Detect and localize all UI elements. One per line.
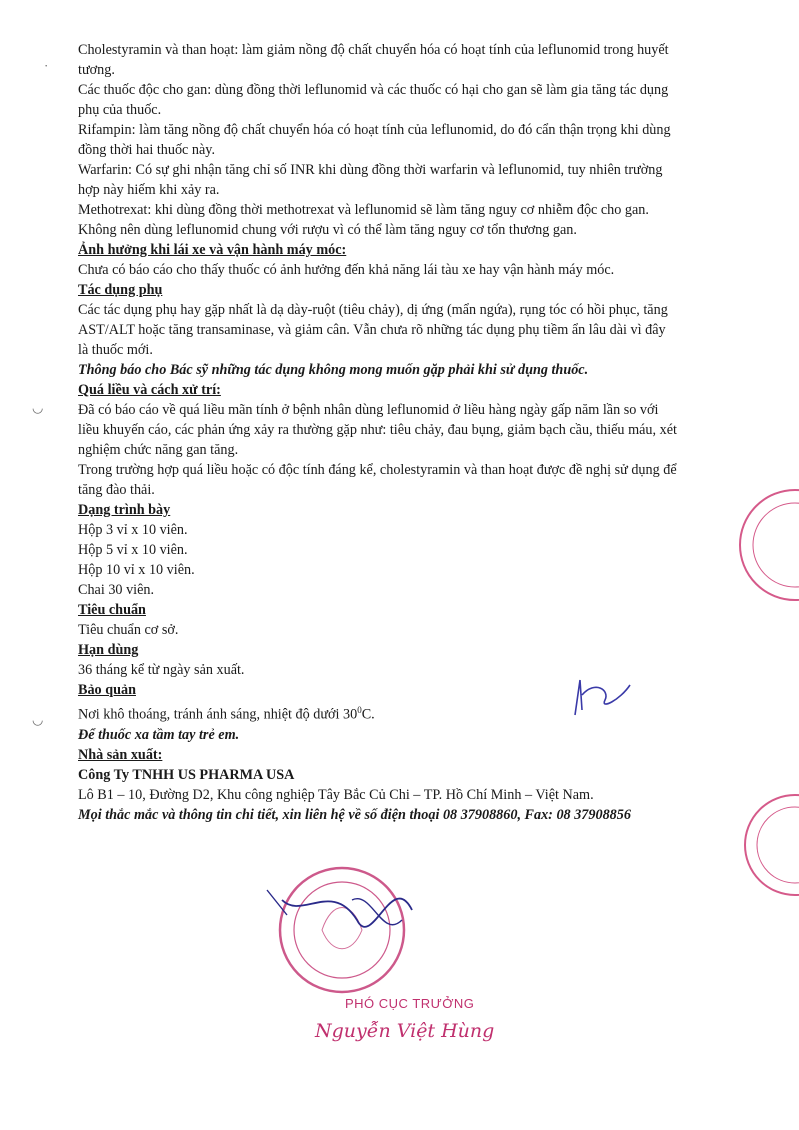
interaction-item: Warfarin: Có sự ghi nhận tăng chỉ số INR khi dùng đồng thời warfarin và leflunomid, tuy nhiên trường hợp này hiếm khi xảy ra.	[78, 162, 663, 198]
presentation-item: Hộp 5 vỉ x 10 viên.	[78, 542, 188, 558]
manufacturer-contact: Mọi thắc mắc và thông tin chi tiết, xin liên hệ về số điện thoại 08 37908860, Fax: 08 37908856	[78, 806, 631, 823]
interaction-item: Các thuốc độc cho gan: dùng đồng thời leflunomid và các thuốc có hại cho gan sẽ làm gia tăng tác dụng phụ của thuốc.	[78, 82, 669, 118]
edge-stamp-top	[715, 480, 799, 610]
overdose-heading: Quá liều và cách xử trí:	[78, 382, 221, 398]
storage-degree: 0	[357, 705, 362, 715]
edge-stamp-bottom	[705, 790, 799, 900]
storage-text-unit: C.	[361, 706, 375, 723]
interaction-item: Không nên dùng leflunomid chung với rượu vì có thể làm tăng nguy cơ tổn thương gan.	[78, 222, 577, 238]
margin-mark: ◡	[32, 400, 44, 415]
handwritten-initials	[560, 660, 640, 730]
side-effects-text: Các tác dụng phụ hay gặp nhất là dạ dày-ruột (tiêu chảy), dị ứng (mẩn ngứa), rụng tóc có hồi phục, tăng AST/ALT hoặc tăng transaminase, và giảm cân. Vẫn chưa rõ những tác dụng phụ tiềm ẩn lâu dài vì đây là thuốc mới.	[78, 302, 668, 358]
signatory-name: Nguyễn Việt Hùng	[315, 1020, 495, 1042]
interaction-item: Rifampin: làm tăng nồng độ chất chuyển hóa có hoạt tính của leflunomid, do đó cẩn thận trọng khi dùng đồng thời hai thuốc này.	[78, 122, 671, 158]
presentation-item: Hộp 3 vỉ x 10 viên.	[78, 522, 188, 538]
presentation-item: Chai 30 viên.	[78, 582, 155, 598]
signatory-title: PHÓ CỤC TRƯỞNG	[345, 996, 475, 1011]
storage-warning: Để thuốc xa tầm tay trẻ em.	[78, 726, 240, 743]
manufacturer-address: Lô B1 – 10, Đường D2, Khu công nghiệp Tây Bắc Củ Chi – TP. Hồ Chí Minh – Việt Nam.	[78, 786, 594, 803]
storage-text-main: Nơi khô thoáng, tránh ánh sáng, nhiệt độ dưới 30	[78, 706, 358, 723]
driving-text: Chưa có báo cáo cho thấy thuốc có ảnh hưởng đến khả năng lái tàu xe hay vận hành máy móc.	[78, 262, 615, 278]
interaction-item: Methotrexat: khi dùng đồng thời methotrexat và leflunomid sẽ làm tăng nguy cơ nhiễm độc cho gan.	[78, 202, 649, 218]
official-stamp	[262, 860, 422, 1000]
presentation-heading: Dạng trình bày	[78, 502, 171, 518]
margin-mark: ·	[44, 58, 49, 73]
expiry-text: 36 tháng kể từ ngày sản xuất.	[78, 662, 245, 678]
side-effects-heading: Tác dụng phụ	[78, 282, 163, 298]
overdose-text: Đã có báo cáo về quá liều mãn tính ở bệnh nhân dùng leflunomid ở liều hàng ngày gấp năm lần so với liều khuyến cáo, các phản ứng xảy ra thường gặp như: tiêu chảy, đau bụng, giảm bạch cầu, thiếu máu, xét nghiệm chức năng gan tăng.	[78, 402, 677, 458]
expiry-heading: Hạn dùng	[78, 642, 139, 658]
margin-mark: ◡	[32, 712, 44, 727]
interaction-item: Cholestyramin và than hoạt: làm giảm nồng độ chất chuyển hóa có hoạt tính của leflunomid trong huyết tương.	[78, 42, 669, 78]
side-effects-notice: Thông báo cho Bác sỹ những tác dụng không mong muốn gặp phải khi sử dụng thuốc.	[78, 362, 589, 378]
presentation-item: Hộp 10 vỉ x 10 viên.	[78, 562, 195, 578]
standard-heading: Tiêu chuẩn	[78, 602, 146, 618]
manufacturer-heading: Nhà sản xuất:	[78, 746, 163, 763]
overdose-text: Trong trường hợp quá liều hoặc có độc tính đáng kể, cholestyramin và than hoạt được đề nghị sử dụng để tăng đào thải.	[78, 462, 677, 498]
driving-heading: Ảnh hưởng khi lái xe và vận hành máy móc:	[78, 242, 347, 258]
manufacturer-name: Công Ty TNHH US PHARMA USA	[78, 766, 295, 783]
storage-heading: Bảo quản	[78, 682, 136, 698]
standard-text: Tiêu chuẩn cơ sở.	[78, 622, 179, 638]
